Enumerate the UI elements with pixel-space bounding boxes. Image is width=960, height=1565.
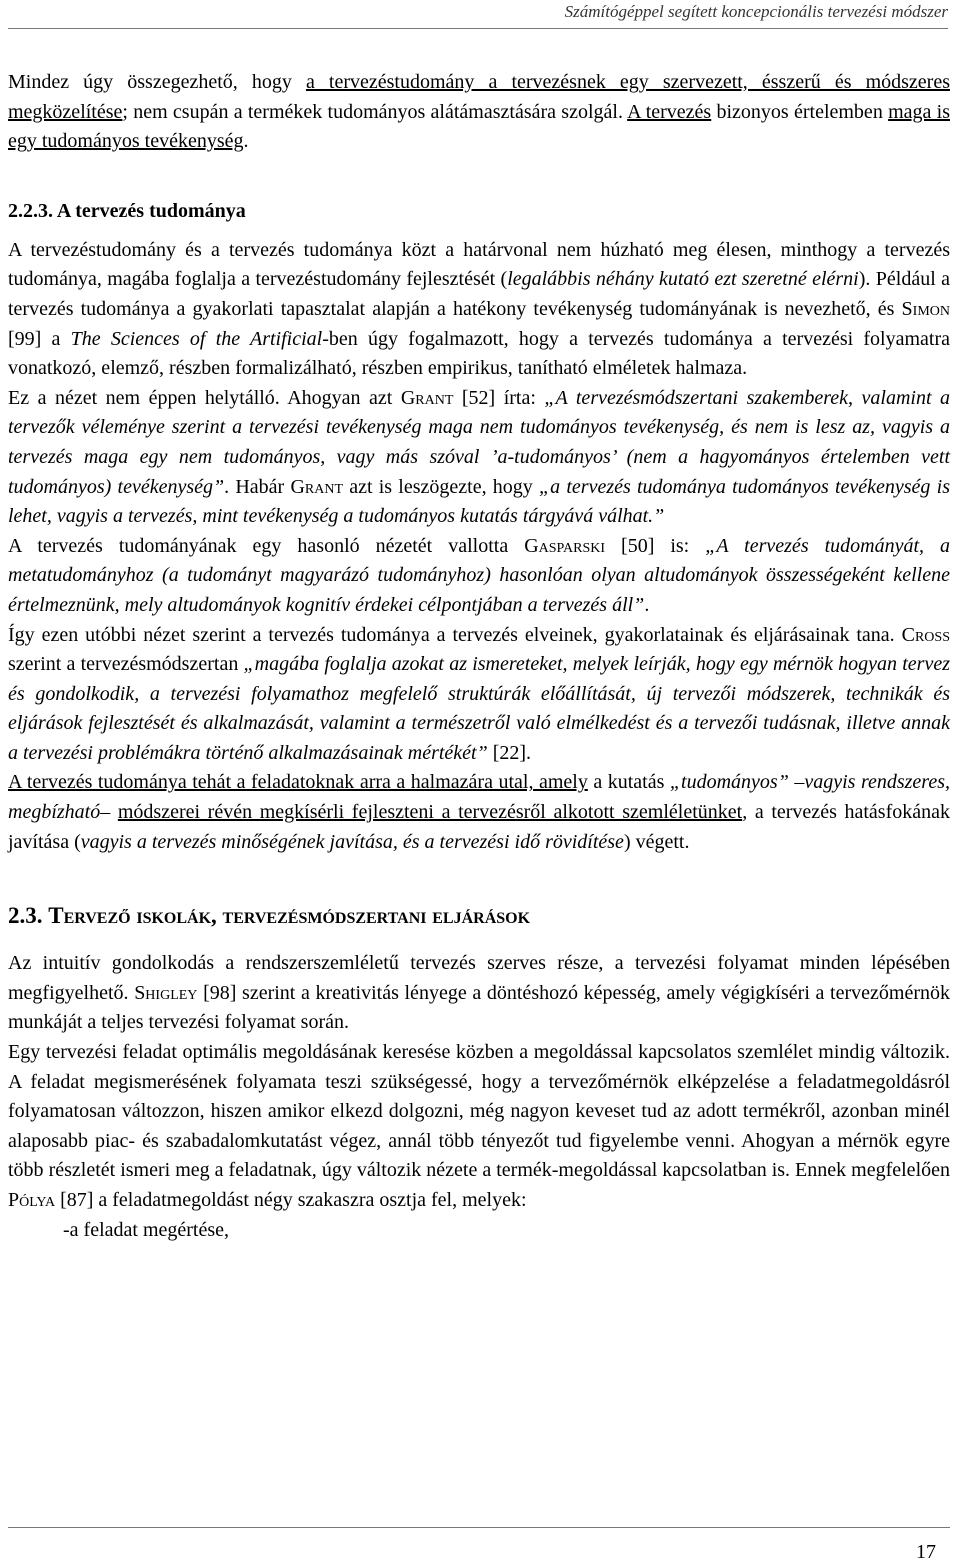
paragraph-design-science: A tervezéstudomány és a tervezés tudománya közt a határvonal nem húzható meg élesen, minthogy a tervezés tudománya, magába foglalja a tervezéstudomány fejlesztését (legalábbis néhány kutató ezt szeretné elérni). Például a tervezés tudománya a gyakorlati tapasztalat alapján a hatékony tevékenység tudományának is nevezhető, és Simon [99] a The Sciences of the Artificial-ben úgy fogalmazott, hogy a tervezés tudománya a tervezési folyamatra vonatkozó, elemző, részben formalizálható, részben empirikus, tanítható elméletek halmaza. [8, 238, 951, 380]
paragraph-conclusion: A tervezés tudománya tehát a feladatoknak arra a halmazára utal, amely a kutatás „tudományos” –vagyis rendszeres, megbízható– módszerei révén megkísérli fejleszteni a tervezésről alkotott szemléletünket, a tervezés hatásfokának javítása (vagyis a tervezés minőségének javítása, és a tervezési idő rövidítése) végett. [8, 771, 951, 853]
paragraph-cross: Így ezen utóbbi nézet szerint a tervezés tudománya a tervezés elveinek, gyakorlatainak és eljárásainak tana. Cross szerint a tervezésmódszertan „magába foglalja azokat az ismereteket, melyek leírják, hogy egy mérnök hogyan tervez és gondolkodik, a tervezési folyamathoz megfelelő struktúrák előállítását, új tervezői módszerek, technikák és eljárások fejlesztését és alkalmazását, valamint a természetről való elmélkedést és a tervezői tudásnak, illetve annak a tervezési problémákra történő alkalmazásainak mértékét” [22]. [8, 623, 951, 764]
paragraph-design-task: Egy tervezési feladat optimális megoldásának keresése közben a megoldással kapcsolatos szemlélet mindig változik. A feladat megismerésének folyamata teszi szükségessé, hogy a tervezőmérnök elképzelése a feladatmegoldásról folyamatosan változzon, hiszen amikor elkezd dolgozni, még nagyon keveset tud az adott termékről, azonban minél alaposabb piac- és szabadalomkutatást végez, annál több tényezőt tud figyelembe venni. Ahogyan a mérnök egyre több részletét ismeri meg a feladatnak, úgy változik nézete a termék-megoldással kapcsolatban is. Ennek megfelelően Pólya [87] a feladatmegoldást négy szakaszra osztja fel, melyek: [8, 1041, 950, 1211]
running-header: Számítógéppel segített koncepcionális tervezési módszer [8, 2, 948, 29]
page-number: 17 [916, 1541, 936, 1563]
paragraph-summary: Mindez úgy összegezhető, hogy a tervezéstudomány a tervezésnek egy szervezett, ésszerű és módszeres megközelítése; nem csupán a termékek tudományos alátámasztására szolgál. A tervezés bizonyos értelemben maga is egy tudományos tevékenység. [8, 71, 950, 153]
page-content [8, 68, 950, 1245]
list-item: -a feladat megértése, [63, 1218, 230, 1241]
paragraph-grant: Ez a nézet nem éppen helytálló. Ahogyan azt Grant [52] írta: „A tervezésmódszertani szakemberek, valamint a tervezők véleménye szerint a tervezési tevékenység maga nem tudományos tevékenység, és nem is lesz az, vagyis a tervezés maga egy nem tudományos, vagy más szóval ’a-tudományos’ (nem a hagyományos értelemben vett tudományos) tevékenység”. Habár Grant azt is leszögezte, hogy „a tervezés tudománya tudományos tevékenység is lehet, vagyis a tervezés, mint tevékenység a tudományos kutatás tárgyává válhat.” [8, 386, 950, 528]
section-heading-2-3: 2.3. Tervező iskolák, tervezésmódszertani eljárások [8, 903, 531, 929]
paragraph-gasparski: A tervezés tudományának egy hasonló nézetét vallotta Gasparski [50] is: „A tervezés tudományát, a metatudományhoz (a tudományt magyarázó tudományhoz) hasonlóan olyan altudományok összességeként kellene értelmeznünk, mely altudományok kognitív érdekei célpontjában a tervezés áll”. [8, 534, 950, 616]
paragraph-intuitive-thinking: Az intuitív gondolkodás a rendszerszemléletű tervezés szerves része, a tervezési folyamat minden lépésében megfigyelhető. Shigley [98] szerint a kreativitás lényege a döntéshozó képesség, amely végigkíséri a tervezőmérnök munkáját a teljes tervezési folyamat során. [8, 952, 950, 1034]
section-heading-2-2-3: 2.2.3. A tervezés tudománya [8, 199, 246, 222]
footer-rule [8, 1527, 950, 1528]
